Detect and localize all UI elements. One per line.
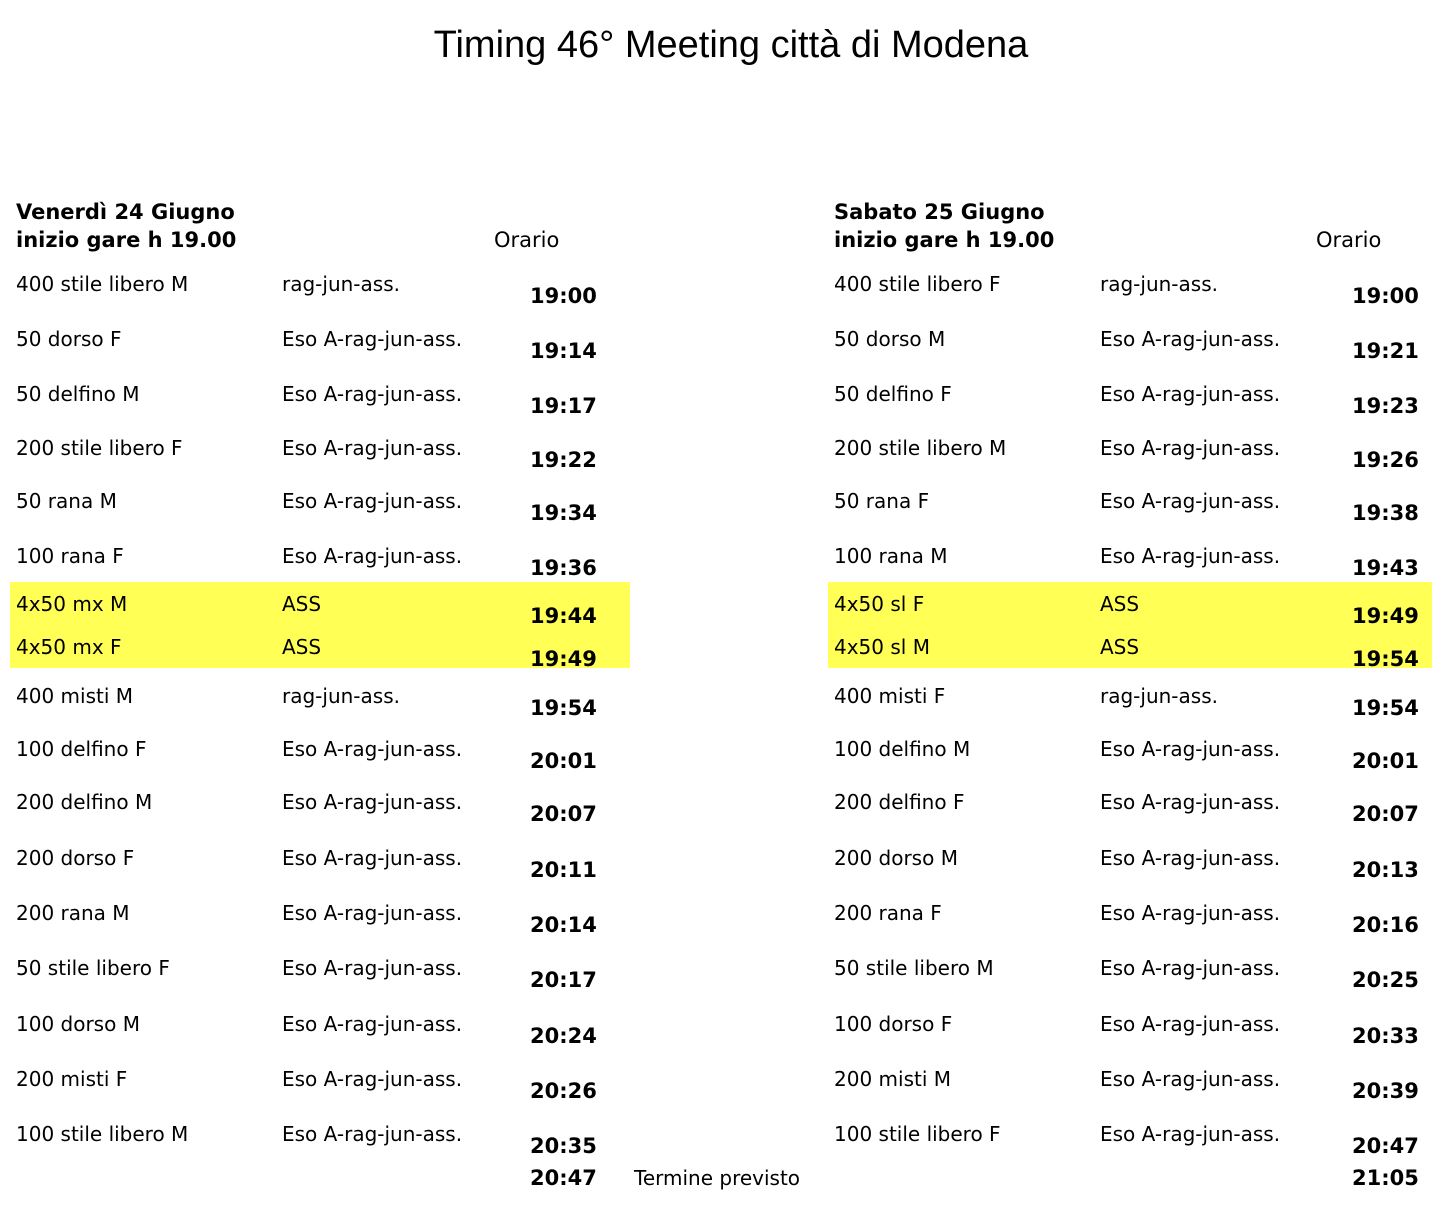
event-name: 50 dorso M [834, 327, 946, 351]
event-name: 200 delfino F [834, 790, 965, 814]
event-name: 200 stile libero M [834, 436, 1007, 460]
event-time: 19:17 [530, 394, 597, 418]
event-time: 20:14 [530, 913, 597, 937]
event-time: 20:07 [1352, 802, 1419, 826]
event-category: Eso A-rag-jun-ass. [282, 737, 463, 761]
event-name: 200 misti M [834, 1067, 952, 1091]
event-time: 20:35 [530, 1134, 597, 1158]
event-name: 50 delfino F [834, 382, 952, 406]
event-category: Eso A-rag-jun-ass. [1100, 956, 1281, 980]
event-category: rag-jun-ass. [1100, 684, 1218, 708]
page-title: Timing 46° Meeting città di Modena [433, 24, 1029, 66]
event-category: rag-jun-ass. [282, 684, 400, 708]
event-name: 4x50 mx F [16, 635, 122, 659]
event-time: 20:39 [1352, 1079, 1419, 1103]
event-time: 19:34 [530, 501, 597, 525]
event-name: 400 stile libero F [834, 272, 1001, 296]
event-time: 20:47 [1352, 1134, 1419, 1158]
event-time: 19:23 [1352, 394, 1419, 418]
event-category: Eso A-rag-jun-ass. [282, 327, 463, 351]
event-name: 200 rana M [16, 901, 130, 925]
event-category: Eso A-rag-jun-ass. [1100, 1067, 1281, 1091]
event-name: 100 stile libero F [834, 1122, 1001, 1146]
event-name: 50 stile libero M [834, 956, 994, 980]
end-time: 21:05 [1352, 1166, 1419, 1190]
event-time: 19:54 [1352, 647, 1419, 671]
event-name: 400 misti M [16, 684, 134, 708]
start-time-note: inizio gare h 19.00 [16, 228, 237, 252]
end-label: Termine previsto [634, 1166, 801, 1190]
event-time: 20:25 [1352, 968, 1419, 992]
event-time: 20:13 [1352, 858, 1419, 882]
event-category: Eso A-rag-jun-ass. [1100, 1012, 1281, 1036]
event-category: Eso A-rag-jun-ass. [1100, 1122, 1281, 1146]
event-name: 400 misti F [834, 684, 946, 708]
event-time: 19:26 [1352, 448, 1419, 472]
event-category: Eso A-rag-jun-ass. [282, 1122, 463, 1146]
event-name: 100 rana F [16, 544, 124, 568]
event-name: 4x50 mx M [16, 592, 128, 616]
event-time: 19:43 [1352, 556, 1419, 580]
event-name: 200 rana F [834, 901, 942, 925]
event-name: 200 misti F [16, 1067, 128, 1091]
event-name: 200 delfino M [16, 790, 153, 814]
event-category: Eso A-rag-jun-ass. [282, 544, 463, 568]
event-category: Eso A-rag-jun-ass. [1100, 436, 1281, 460]
event-category: Eso A-rag-jun-ass. [1100, 737, 1281, 761]
event-name: 100 dorso M [16, 1012, 140, 1036]
event-category: Eso A-rag-jun-ass. [282, 489, 463, 513]
event-category: Eso A-rag-jun-ass. [282, 436, 463, 460]
event-time: 19:22 [530, 448, 597, 472]
orario-header: Orario [494, 228, 560, 252]
event-category: ASS [282, 635, 322, 659]
event-time: 20:11 [530, 858, 597, 882]
event-name: 4x50 sl F [834, 592, 925, 616]
event-category: Eso A-rag-jun-ass. [282, 382, 463, 406]
event-category: ASS [1100, 635, 1140, 659]
event-time: 20:01 [1352, 749, 1419, 773]
event-category: Eso A-rag-jun-ass. [282, 846, 463, 870]
event-name: 100 delfino M [834, 737, 971, 761]
event-time: 19:36 [530, 556, 597, 580]
event-time: 20:16 [1352, 913, 1419, 937]
event-category: Eso A-rag-jun-ass. [1100, 901, 1281, 925]
event-name: 50 rana M [16, 489, 117, 513]
day-saturday [834, 200, 1432, 1200]
event-category: Eso A-rag-jun-ass. [282, 790, 463, 814]
event-category: ASS [282, 592, 322, 616]
event-name: 200 dorso F [16, 846, 135, 870]
event-time: 20:01 [530, 749, 597, 773]
event-name: 200 dorso M [834, 846, 958, 870]
event-category: Eso A-rag-jun-ass. [1100, 327, 1281, 351]
event-time: 19:00 [1352, 284, 1419, 308]
event-category: Eso A-rag-jun-ass. [282, 1012, 463, 1036]
day-heading: Sabato 25 Giugno [834, 200, 1045, 224]
event-category: Eso A-rag-jun-ass. [1100, 544, 1281, 568]
event-category: Eso A-rag-jun-ass. [282, 901, 463, 925]
event-time: 19:21 [1352, 339, 1419, 363]
orario-header: Orario [1316, 228, 1382, 252]
event-name: 200 stile libero F [16, 436, 183, 460]
event-time: 20:17 [530, 968, 597, 992]
event-category: Eso A-rag-jun-ass. [282, 956, 463, 980]
event-name: 100 rana M [834, 544, 948, 568]
event-category: Eso A-rag-jun-ass. [1100, 790, 1281, 814]
event-time: 19:00 [530, 284, 597, 308]
event-category: rag-jun-ass. [282, 272, 400, 296]
event-name: 50 delfino M [16, 382, 140, 406]
event-category: Eso A-rag-jun-ass. [282, 1067, 463, 1091]
event-time: 19:54 [1352, 696, 1419, 720]
event-name: 100 stile libero M [16, 1122, 189, 1146]
event-time: 20:07 [530, 802, 597, 826]
event-name: 50 rana F [834, 489, 930, 513]
event-name: 50 dorso F [16, 327, 122, 351]
event-time: 19:14 [530, 339, 597, 363]
event-time: 19:49 [1352, 604, 1419, 628]
start-time-note: inizio gare h 19.00 [834, 228, 1055, 252]
event-time: 20:24 [530, 1024, 597, 1048]
event-category: Eso A-rag-jun-ass. [1100, 846, 1281, 870]
event-category: rag-jun-ass. [1100, 272, 1218, 296]
event-time: 20:26 [530, 1079, 597, 1103]
event-time: 19:38 [1352, 501, 1419, 525]
event-name: 100 delfino F [16, 737, 147, 761]
event-time: 20:33 [1352, 1024, 1419, 1048]
event-name: 4x50 sl M [834, 635, 930, 659]
event-time: 19:49 [530, 647, 597, 671]
event-category: Eso A-rag-jun-ass. [1100, 382, 1281, 406]
event-time: 19:44 [530, 604, 597, 628]
event-name: 400 stile libero M [16, 272, 189, 296]
end-time: 20:47 [530, 1166, 597, 1190]
event-category: Eso A-rag-jun-ass. [1100, 489, 1281, 513]
day-friday [16, 200, 636, 1200]
event-time: 19:54 [530, 696, 597, 720]
event-name: 100 dorso F [834, 1012, 953, 1036]
event-name: 50 stile libero F [16, 956, 170, 980]
event-category: ASS [1100, 592, 1140, 616]
day-heading: Venerdì 24 Giugno [16, 200, 235, 224]
